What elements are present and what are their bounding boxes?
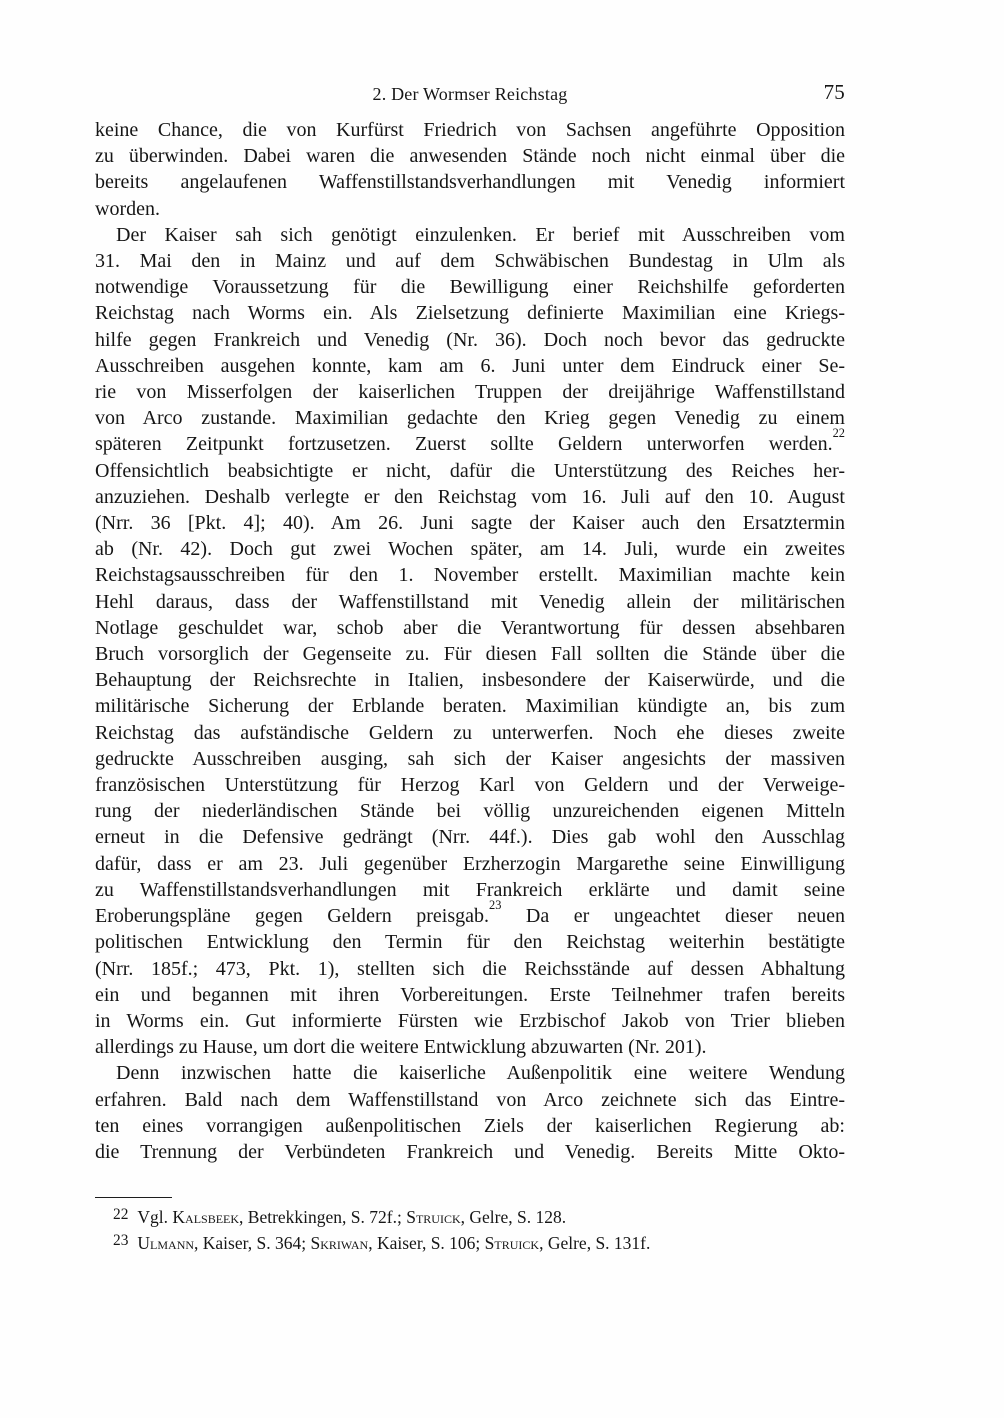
footnote-reference-23: 23 bbox=[489, 897, 502, 912]
text-line bbox=[95, 897, 845, 929]
running-head bbox=[95, 80, 845, 105]
text-line: rie von Misserfolgen der kaiserlichen Truppen der dreijährige Waffenstillstand bbox=[95, 381, 845, 404]
footnote-text: Vgl. bbox=[137, 1207, 173, 1227]
text-line: keine Chance, die von Kurfürst Friedrich von Sachsen angeführte Opposition bbox=[95, 119, 845, 141]
line-segment: Eroberungspläne gegen Geldern preisgab. bbox=[95, 905, 489, 928]
text-line: Reichstag das aufständische Geldern zu unterwerfen. Noch ehe dieses zweite bbox=[95, 721, 845, 744]
text-line: erfahren. Bald nach dem Waffenstillstand von Arco zeichnete sich das Eintre- bbox=[95, 1088, 845, 1111]
footnote-text: , Gelre, S. 128. bbox=[460, 1207, 567, 1227]
text-line: Behauptung der Reichsrechte in Italien, insbesondere der Kaiserwürde, und die bbox=[95, 669, 845, 692]
author-name: Skriwan bbox=[310, 1233, 369, 1253]
text-line: 31. Mai den in Mainz und auf dem Schwäbischen Bundestag in Ulm als bbox=[95, 250, 845, 273]
text-line: die Trennung der Verbündeten Frankreich und Venedig. Bereits Mitte Okto- bbox=[95, 1140, 845, 1163]
author-name: Struick bbox=[406, 1207, 461, 1227]
text-line: ein und begannen mit ihren Vorbereitungen. Erste Teilnehmer trafen bereits bbox=[95, 983, 845, 1006]
text-line: hilfe gegen Frankreich und Venedig (Nr. 36). Doch noch bevor das gedruckte bbox=[95, 328, 845, 351]
text-line: allerdings zu Hause, um dort die weitere Entwicklung abzuwarten (Nr. 201). bbox=[95, 1036, 707, 1059]
author-name: Ulmann bbox=[137, 1233, 195, 1253]
text-line: gedruckte Ausschreiben ausging, sah sich der Kaiser angesichts der massiven bbox=[95, 747, 845, 770]
text-line: dafür, dass er am 23. Juli gegenüber Erzherzogin Margarethe seine Einwilligung bbox=[95, 852, 845, 875]
footnote-reference-22: 22 bbox=[832, 426, 845, 441]
text-line: von Arco zustande. Maximilian gedachte den Krieg gegen Venedig zu einem bbox=[95, 407, 845, 430]
footnote-number: 23 bbox=[113, 1231, 129, 1249]
text-line: Reichstagsausschreiben für den 1. November erstellt. Maximilian machte kein bbox=[95, 564, 845, 587]
text-line: ten eines vorrangigen außenpolitischen Ziels der kaiserlichen Regierung ab: bbox=[95, 1114, 845, 1137]
footnote-23 bbox=[95, 1231, 845, 1257]
text-line: Offensichtlich beabsichtigte er nicht, dafür die Unterstützung des Reiches her- bbox=[95, 459, 845, 482]
text-line: anzuziehen. Deshalb verlegte er den Reichstag vom 16. Juli auf den 10. August bbox=[95, 485, 845, 508]
footnote-22 bbox=[95, 1205, 845, 1231]
footnote-text: , Gelre, S. 131f. bbox=[539, 1233, 651, 1253]
body-text bbox=[95, 117, 845, 1165]
text-line: Denn inzwischen hatte die kaiserliche Außenpolitik eine weitere Wendung bbox=[116, 1062, 845, 1085]
line-segment: Da er ungeachtet dieser neuen bbox=[501, 905, 845, 928]
text-line: politischen Entwicklung den Termin für den Reichstag weiterhin bestätigte bbox=[95, 931, 845, 954]
text-line: militärische Sicherung der Erblande beraten. Maximilian kündigte an, bis zum bbox=[95, 695, 845, 718]
text-line: Hehl daraus, dass der Waffenstillstand mit Venedig allein der militärischen bbox=[95, 590, 845, 613]
text-line: Notlage geschuldet war, schob aber die Verantwortung für dessen absehbaren bbox=[95, 616, 845, 639]
text-line: erneut in die Defensive gedrängt (Nrr. 44f.). Dies gab wohl den Ausschlag bbox=[95, 826, 845, 849]
text-line: bereits angelaufenen Waffenstillstandsverhandlungen mit Venedig informiert bbox=[95, 171, 845, 194]
text-line: rung der niederländischen Stände bei völlig unzureichenden eigenen Mitteln bbox=[95, 800, 845, 823]
text-line: worden. bbox=[95, 197, 160, 220]
text-line: zu Waffenstillstandsverhandlungen mit Frankreich erklärte und damit seine bbox=[95, 878, 845, 901]
author-name: Struick bbox=[484, 1233, 540, 1253]
text-line: ab (Nr. 42). Doch gut zwei Wochen später, am 14. Juli, wurde ein zweites bbox=[95, 538, 845, 561]
footnotes-section bbox=[95, 1197, 845, 1257]
text-line: Ausschreiben ausgehen konnte, kam am 6. Juni unter dem Eindruck einer Se- bbox=[95, 354, 845, 377]
text-line: Der Kaiser sah sich genötigt einzulenken. Er berief mit Ausschreiben vom bbox=[116, 223, 845, 246]
author-name: Kalsbeek bbox=[172, 1207, 240, 1227]
footnote-number: 22 bbox=[113, 1205, 129, 1223]
text-line: in Worms ein. Gut informierte Fürsten wie Erzbischof Jakob von Trier blieben bbox=[95, 1009, 845, 1032]
footnote-text: , Kaiser, S. 364; bbox=[194, 1233, 311, 1253]
text-line: Bruch vorsorglich der Gegenseite zu. Für diesen Fall sollten die Stände über die bbox=[95, 643, 845, 666]
chapter-title: 2. Der Wormser Reichstag bbox=[372, 84, 568, 104]
footnote-text: , Betrekkingen, S. 72f.; bbox=[239, 1207, 407, 1227]
text-line: Reichstag nach Worms ein. Als Zielsetzung definierte Maximilian eine Kriegs- bbox=[95, 302, 845, 325]
footnote-separator-rule bbox=[95, 1197, 172, 1198]
text-line: französischen Unterstützung für Herzog Karl von Geldern und der Verweige- bbox=[95, 774, 845, 797]
page-number: 75 bbox=[823, 80, 845, 104]
text-line: notwendige Voraussetzung für die Bewilligung einer Reichshilfe geforderten bbox=[95, 276, 845, 299]
line-segment: späteren Zeitpunkt fortzusetzen. Zuerst sollte Geldern unterworfen werden. bbox=[95, 433, 833, 456]
text-line: zu überwinden. Dabei waren die anwesenden Stände noch nicht einmal über die bbox=[95, 145, 845, 168]
footnote-text: , Kaiser, S. 106; bbox=[368, 1233, 485, 1253]
text-line: (Nrr. 36 [Pkt. 4]; 40). Am 26. Juni sagte der Kaiser auch den Ersatztermin bbox=[95, 512, 845, 535]
text-line: (Nrr. 185f.; 473, Pkt. 1), stellten sich die Reichsstände auf dessen Abhaltung bbox=[95, 957, 845, 980]
text-line bbox=[95, 426, 845, 457]
